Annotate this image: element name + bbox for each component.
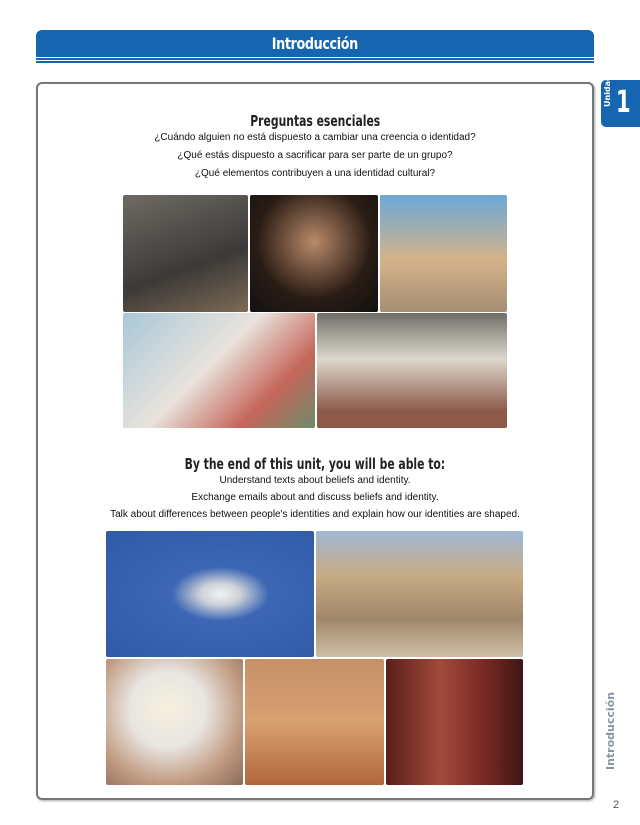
section-header bbox=[36, 30, 594, 57]
photo-friar-painting bbox=[250, 195, 378, 312]
unit-tab bbox=[601, 75, 640, 127]
photo-barbed-wire bbox=[245, 659, 384, 785]
section-title: Introducción bbox=[271, 34, 359, 53]
photo-prayer-gathering bbox=[317, 313, 507, 428]
question: ¿Qué elementos contribuyen a una identidad cultural? bbox=[194, 168, 436, 179]
goal-item: Exchange emails about and discuss beliefs and identity. bbox=[191, 492, 439, 503]
question: ¿Qué estás dispuesto a sacrificar para ser parte de un grupo? bbox=[177, 150, 453, 161]
unit-number: 1 bbox=[616, 85, 631, 120]
photo-indigenous-ritual bbox=[123, 195, 248, 312]
photo-virgin-statue bbox=[106, 531, 314, 657]
essential-questions-title: Preguntas esenciales bbox=[250, 112, 380, 130]
content-box bbox=[36, 82, 594, 800]
photo-hands-prison-bars bbox=[386, 659, 523, 785]
unit-label: Unidad bbox=[603, 75, 612, 107]
goals-title: By the end of this unit, you will be able to: bbox=[184, 455, 446, 473]
page-number: 2 bbox=[613, 799, 620, 811]
photo-colorful-street bbox=[380, 195, 507, 312]
header-rule bbox=[36, 61, 594, 63]
question: ¿Cuándo alguien no está dispuesto a cambiar una creencia o identidad? bbox=[154, 132, 476, 143]
goal-item: Talk about differences between people's identities and explain how our identities are shaped. bbox=[110, 509, 520, 520]
goal-item: Understand texts about beliefs and identity. bbox=[219, 475, 411, 486]
side-section-label: Introducción bbox=[604, 691, 617, 770]
photo-bride-bouquet bbox=[106, 659, 243, 785]
photo-religious-figurines bbox=[123, 313, 315, 428]
header-rule bbox=[36, 58, 594, 60]
photo-hillside-town bbox=[316, 531, 523, 657]
